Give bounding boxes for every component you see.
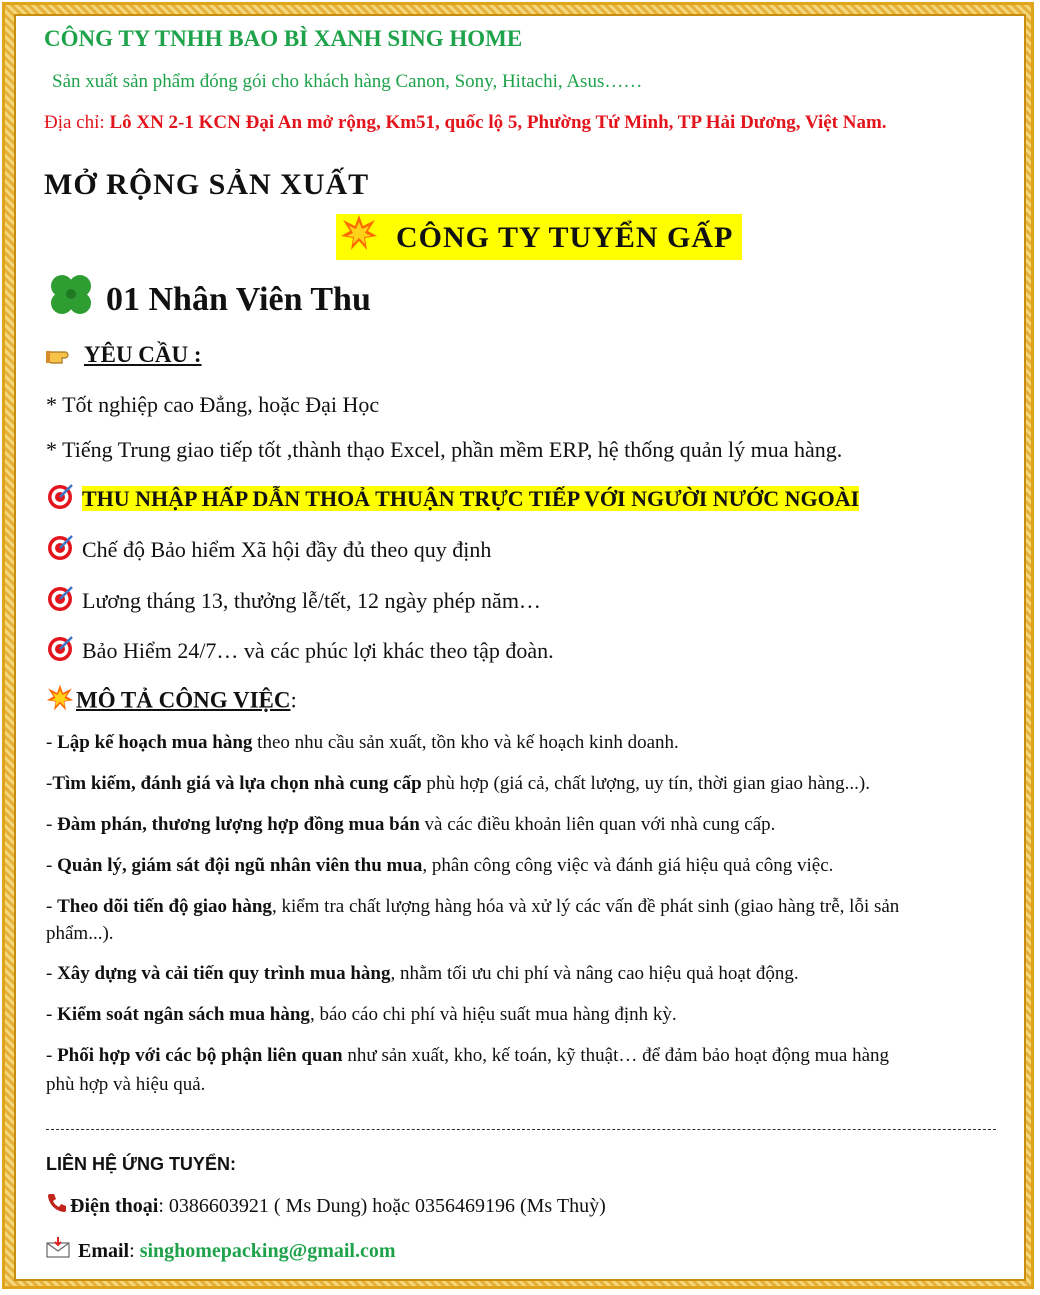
job-description-colon: : bbox=[290, 687, 297, 713]
benefit-item-4 bbox=[46, 635, 554, 671]
target-icon bbox=[46, 635, 74, 671]
position-title: 01 Nhân Viên Thu bbox=[106, 280, 371, 318]
duty-prefix: - bbox=[46, 1004, 58, 1025]
benefit-item-1 bbox=[46, 483, 859, 519]
phone-icon bbox=[46, 1192, 68, 1222]
collision-icon bbox=[46, 684, 74, 720]
duty-title: Theo dõi tiến độ giao hàng bbox=[57, 896, 272, 917]
address-value: Lô XN 2-1 KCN Đại An mở rộng, Km51, quốc lộ 5, Phường Tứ Minh, TP Hải Dương, Việt Nam. bbox=[109, 112, 887, 133]
duty-prefix: - bbox=[46, 963, 58, 984]
duty-item-8 bbox=[46, 1045, 889, 1067]
duty-item-4 bbox=[46, 855, 833, 877]
target-icon bbox=[46, 483, 74, 519]
job-description-heading: MÔ TẢ CÔNG VIỆC bbox=[76, 687, 291, 713]
requirements-heading: YÊU CẦU : bbox=[84, 342, 202, 367]
duty-title: Phối hợp với các bộ phận liên quan bbox=[57, 1045, 343, 1066]
benefit-24-7-insurance: Bảo Hiểm 24/7… và các phúc lợi khác theo tập đoàn. bbox=[82, 638, 554, 664]
phone-number[interactable]: : 0386603921 ( Ms Dung) hoặc 0356469196 (Ms Thuỳ) bbox=[158, 1195, 606, 1217]
email-address[interactable]: singhomepacking@gmail.com bbox=[139, 1240, 396, 1262]
duty-item-2 bbox=[46, 773, 870, 795]
duty-detail: , nhằm tối ưu chi phí và nâng cao hiệu quả hoạt động. bbox=[390, 963, 799, 984]
duty-prefix: - bbox=[46, 855, 58, 876]
benefit-social-insurance: Chế độ Bảo hiểm Xã hội đầy đủ theo quy định bbox=[82, 537, 492, 563]
collision-icon bbox=[340, 214, 378, 266]
target-icon bbox=[46, 585, 74, 621]
target-icon bbox=[46, 534, 74, 570]
duty-title: Quản lý, giám sát đội ngũ nhân viên thu mua bbox=[57, 855, 423, 876]
job-description-heading-row bbox=[46, 684, 297, 720]
four-leaf-clover-icon bbox=[46, 272, 96, 332]
email-separator: : bbox=[129, 1240, 140, 1262]
benefit-bonus: Lương tháng 13, thưởng lễ/tết, 12 ngày phép năm… bbox=[82, 588, 541, 614]
requirements-heading-row bbox=[46, 342, 202, 371]
duty-prefix: - bbox=[46, 814, 58, 835]
duty-detail: như sản xuất, kho, kế toán, kỹ thuật… để đảm bảo hoạt động mua hàng bbox=[342, 1045, 890, 1066]
urgent-text: CÔNG TY TUYỂN GẤP bbox=[396, 220, 734, 254]
company-address bbox=[44, 112, 887, 134]
duty-title: Đàm phán, thương lượng hợp đồng mua bán bbox=[57, 814, 420, 835]
pointing-hand-icon bbox=[46, 343, 78, 371]
duty-detail: theo nhu cầu sản xuất, tồn kho và kế hoạch kinh doanh. bbox=[252, 732, 679, 753]
address-label: Địa chỉ: bbox=[44, 112, 110, 133]
duty-prefix: - bbox=[46, 896, 58, 917]
expansion-heading: MỞ RỘNG SẢN XUẤT bbox=[44, 168, 370, 201]
duty-detail: , báo cáo chi phí và hiệu suất mua hàng định kỳ. bbox=[309, 1004, 677, 1025]
contact-email-row bbox=[46, 1237, 396, 1267]
duty-title: Xây dựng và cải tiến quy trình mua hàng bbox=[57, 963, 391, 984]
benefit-income: THU NHẬP HẤP DẪN THOẢ THUẬN TRỰC TIẾP VỚI NGƯỜI NƯỚC NGOÀI bbox=[82, 486, 860, 512]
benefit-item-3 bbox=[46, 585, 541, 621]
duty-item-5-continued: phẩm...). bbox=[46, 923, 114, 944]
duty-detail: , kiểm tra chất lượng hàng hóa và xử lý các vấn đề phát sinh (giao hàng trễ, lỗi sản bbox=[271, 896, 900, 917]
email-label: Email bbox=[78, 1240, 130, 1262]
duty-item-6 bbox=[46, 963, 799, 985]
duty-item-7 bbox=[46, 1004, 677, 1026]
envelope-icon bbox=[46, 1237, 70, 1267]
phone-label: Điện thoại bbox=[70, 1195, 159, 1217]
company-tagline: Sản xuất sản phẩm đóng gói cho khách hàng Canon, Sony, Hitachi, Asus…… bbox=[52, 71, 643, 92]
duty-item-8-continued: phù hợp và hiệu quả. bbox=[46, 1074, 206, 1095]
duty-detail: phù hợp (giá cả, chất lượng, uy tín, thời gian giao hàng...). bbox=[421, 773, 870, 794]
duty-item-3 bbox=[46, 814, 775, 836]
company-name: CÔNG TY TNHH BAO BÌ XANH SING HOME bbox=[44, 26, 523, 51]
duty-detail: và các điều khoản liên quan với nhà cung cấp. bbox=[419, 814, 776, 835]
contact-phone-row bbox=[46, 1192, 606, 1222]
duty-prefix: - bbox=[46, 732, 58, 753]
duty-item-5 bbox=[46, 896, 899, 918]
duty-title: Lập kế hoạch mua hàng bbox=[57, 732, 253, 753]
requirement-item-2: * Tiếng Trung giao tiếp tốt ,thành thạo Excel, phần mềm ERP, hệ thống quản lý mua hàng. bbox=[46, 437, 843, 462]
contact-heading: LIÊN HỆ ỨNG TUYỂN: bbox=[46, 1154, 236, 1174]
dashed-divider bbox=[46, 1129, 996, 1130]
duty-prefix: - bbox=[46, 1045, 58, 1066]
duty-title: Tìm kiếm, đánh giá và lựa chọn nhà cung cấp bbox=[52, 773, 422, 794]
requirement-item-1: * Tốt nghiệp cao Đẳng, hoặc Đại Học bbox=[46, 392, 380, 417]
duty-prefix: - bbox=[46, 773, 53, 794]
benefit-item-2 bbox=[46, 534, 491, 570]
duty-item-1 bbox=[46, 732, 679, 754]
duty-detail: , phân công công việc và đánh giá hiệu quả công việc. bbox=[422, 855, 834, 876]
duty-title: Kiểm soát ngân sách mua hàng bbox=[57, 1004, 310, 1025]
position-title-row bbox=[46, 272, 371, 332]
urgent-banner bbox=[336, 214, 742, 260]
